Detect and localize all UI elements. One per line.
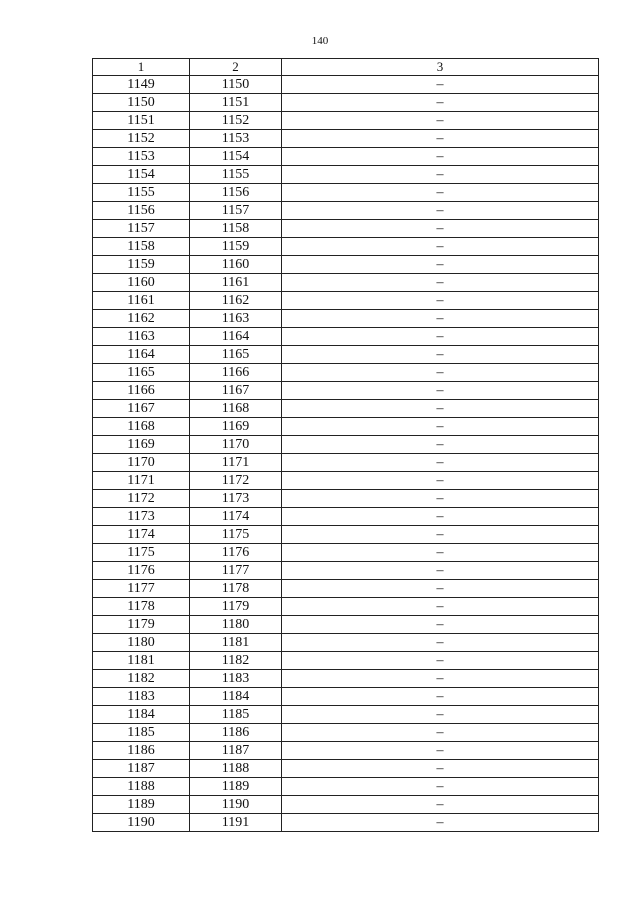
table-cell-col-3: – [282, 454, 599, 472]
table-cell-col-1: 1173 [93, 508, 190, 526]
table-cell-col-3: – [282, 634, 599, 652]
table-cell-col-1: 1189 [93, 796, 190, 814]
table-cell-col-3: – [282, 238, 599, 256]
table-row [93, 346, 599, 364]
table-cell-col-1: 1178 [93, 598, 190, 616]
table-cell-col-1: 1183 [93, 688, 190, 706]
table-row [93, 688, 599, 706]
table-cell-col-3: – [282, 418, 599, 436]
table-cell-col-2: 1174 [190, 508, 282, 526]
table-cell-col-2: 1164 [190, 328, 282, 346]
table-cell-col-1: 1186 [93, 742, 190, 760]
table-cell-col-2: 1173 [190, 490, 282, 508]
table-cell-col-3: – [282, 616, 599, 634]
table-row [93, 94, 599, 112]
table-cell-col-2: 1186 [190, 724, 282, 742]
table-row [93, 292, 599, 310]
table-cell-col-1: 1160 [93, 274, 190, 292]
table-cell-col-1: 1165 [93, 364, 190, 382]
table-cell-col-2: 1163 [190, 310, 282, 328]
table-cell-col-3: – [282, 292, 599, 310]
table-cell-col-2: 1189 [190, 778, 282, 796]
table-row [93, 382, 599, 400]
table-row [93, 796, 599, 814]
table-cell-col-1: 1150 [93, 94, 190, 112]
column-header-2: 2 [190, 59, 282, 76]
table-cell-col-3: – [282, 652, 599, 670]
table-cell-col-1: 1149 [93, 76, 190, 94]
table-cell-col-3: – [282, 544, 599, 562]
table-cell-col-3: – [282, 328, 599, 346]
table-cell-col-2: 1155 [190, 166, 282, 184]
table-cell-col-2: 1158 [190, 220, 282, 238]
table-row [93, 220, 599, 238]
table-cell-col-3: – [282, 202, 599, 220]
table-cell-col-3: – [282, 166, 599, 184]
table-cell-col-2: 1188 [190, 760, 282, 778]
table-cell-col-1: 1164 [93, 346, 190, 364]
table-row [93, 598, 599, 616]
table-cell-col-3: – [282, 778, 599, 796]
table-cell-col-3: – [282, 274, 599, 292]
table-cell-col-1: 1152 [93, 130, 190, 148]
table-row [93, 634, 599, 652]
table-cell-col-1: 1174 [93, 526, 190, 544]
table-cell-col-2: 1154 [190, 148, 282, 166]
table-cell-col-2: 1153 [190, 130, 282, 148]
table-cell-col-2: 1176 [190, 544, 282, 562]
table-cell-col-3: – [282, 94, 599, 112]
table-cell-col-1: 1169 [93, 436, 190, 454]
table-cell-col-2: 1151 [190, 94, 282, 112]
table-row [93, 616, 599, 634]
table-cell-col-1: 1190 [93, 814, 190, 832]
table-cell-col-3: – [282, 724, 599, 742]
table-row [93, 670, 599, 688]
table-cell-col-3: – [282, 742, 599, 760]
table-cell-col-1: 1158 [93, 238, 190, 256]
table-row [93, 814, 599, 832]
table-cell-col-3: – [282, 796, 599, 814]
table-header [93, 59, 599, 76]
table-cell-col-2: 1159 [190, 238, 282, 256]
table-cell-col-3: – [282, 184, 599, 202]
table-cell-col-2: 1170 [190, 436, 282, 454]
table-row [93, 454, 599, 472]
table-row [93, 148, 599, 166]
table-cell-col-1: 1185 [93, 724, 190, 742]
table-row [93, 76, 599, 94]
table-cell-col-2: 1166 [190, 364, 282, 382]
table-cell-col-2: 1175 [190, 526, 282, 544]
table-cell-col-2: 1191 [190, 814, 282, 832]
table-row [93, 184, 599, 202]
table-cell-col-3: – [282, 688, 599, 706]
table-cell-col-1: 1187 [93, 760, 190, 778]
table-body [93, 76, 599, 832]
table-cell-col-2: 1150 [190, 76, 282, 94]
table-cell-col-3: – [282, 76, 599, 94]
table-cell-col-1: 1151 [93, 112, 190, 130]
data-table [92, 58, 599, 832]
table-row [93, 472, 599, 490]
table-cell-col-3: – [282, 310, 599, 328]
table-row [93, 760, 599, 778]
table-cell-col-1: 1177 [93, 580, 190, 598]
table-cell-col-1: 1168 [93, 418, 190, 436]
table-cell-col-3: – [282, 364, 599, 382]
table-cell-col-3: – [282, 148, 599, 166]
table-cell-col-2: 1180 [190, 616, 282, 634]
table-row [93, 436, 599, 454]
table-cell-col-1: 1180 [93, 634, 190, 652]
table-cell-col-3: – [282, 670, 599, 688]
table-row [93, 256, 599, 274]
table-row [93, 490, 599, 508]
table-cell-col-2: 1178 [190, 580, 282, 598]
table-header-row [93, 59, 599, 76]
table-row [93, 130, 599, 148]
table-cell-col-1: 1176 [93, 562, 190, 580]
table-cell-col-1: 1161 [93, 292, 190, 310]
table-cell-col-2: 1185 [190, 706, 282, 724]
table-cell-col-1: 1159 [93, 256, 190, 274]
table-cell-col-1: 1163 [93, 328, 190, 346]
table-cell-col-2: 1181 [190, 634, 282, 652]
table-cell-col-2: 1168 [190, 400, 282, 418]
table-cell-col-2: 1184 [190, 688, 282, 706]
table-cell-col-3: – [282, 526, 599, 544]
table-cell-col-1: 1170 [93, 454, 190, 472]
table-cell-col-2: 1187 [190, 742, 282, 760]
table-cell-col-2: 1190 [190, 796, 282, 814]
table-cell-col-2: 1183 [190, 670, 282, 688]
table-cell-col-3: – [282, 382, 599, 400]
table-cell-col-2: 1165 [190, 346, 282, 364]
table-cell-col-1: 1157 [93, 220, 190, 238]
table-cell-col-1: 1188 [93, 778, 190, 796]
table-cell-col-1: 1182 [93, 670, 190, 688]
table-cell-col-1: 1167 [93, 400, 190, 418]
table-cell-col-2: 1177 [190, 562, 282, 580]
table-cell-col-3: – [282, 562, 599, 580]
table-cell-col-1: 1172 [93, 490, 190, 508]
table-row [93, 166, 599, 184]
table-cell-col-1: 1156 [93, 202, 190, 220]
table-cell-col-3: – [282, 706, 599, 724]
table-row [93, 544, 599, 562]
table-cell-col-3: – [282, 508, 599, 526]
table-row [93, 526, 599, 544]
table-cell-col-3: – [282, 256, 599, 274]
table-cell-col-1: 1175 [93, 544, 190, 562]
table-row [93, 112, 599, 130]
table-cell-col-3: – [282, 400, 599, 418]
table-cell-col-1: 1153 [93, 148, 190, 166]
table-cell-col-3: – [282, 220, 599, 238]
table-row [93, 580, 599, 598]
table-cell-col-3: – [282, 580, 599, 598]
table-row [93, 418, 599, 436]
table-cell-col-3: – [282, 436, 599, 454]
table-cell-col-2: 1157 [190, 202, 282, 220]
table-cell-col-2: 1179 [190, 598, 282, 616]
table-row [93, 310, 599, 328]
table-cell-col-3: – [282, 760, 599, 778]
table-row [93, 742, 599, 760]
page-number: 140 [311, 35, 329, 47]
table-cell-col-3: – [282, 598, 599, 616]
table-cell-col-2: 1152 [190, 112, 282, 130]
table-cell-col-1: 1179 [93, 616, 190, 634]
table-cell-col-3: – [282, 490, 599, 508]
table-row [93, 652, 599, 670]
table-row [93, 706, 599, 724]
table-row [93, 724, 599, 742]
table-cell-col-2: 1160 [190, 256, 282, 274]
table-cell-col-2: 1156 [190, 184, 282, 202]
table-cell-col-2: 1161 [190, 274, 282, 292]
table-cell-col-2: 1182 [190, 652, 282, 670]
table-row [93, 508, 599, 526]
table-cell-col-1: 1154 [93, 166, 190, 184]
table-cell-col-3: – [282, 130, 599, 148]
table-row [93, 400, 599, 418]
table-cell-col-3: – [282, 112, 599, 130]
table-row [93, 328, 599, 346]
table-row [93, 364, 599, 382]
table-cell-col-1: 1155 [93, 184, 190, 202]
column-header-1: 1 [93, 59, 190, 76]
table-cell-col-1: 1184 [93, 706, 190, 724]
table-row [93, 274, 599, 292]
table-row [93, 778, 599, 796]
table-cell-col-3: – [282, 346, 599, 364]
table-cell-col-3: – [282, 814, 599, 832]
table-cell-col-2: 1172 [190, 472, 282, 490]
table-row [93, 202, 599, 220]
table-cell-col-1: 1171 [93, 472, 190, 490]
table-cell-col-1: 1162 [93, 310, 190, 328]
table-row [93, 562, 599, 580]
table-cell-col-2: 1162 [190, 292, 282, 310]
table-cell-col-2: 1171 [190, 454, 282, 472]
table-cell-col-1: 1181 [93, 652, 190, 670]
table-cell-col-3: – [282, 472, 599, 490]
table-cell-col-2: 1169 [190, 418, 282, 436]
table-cell-col-1: 1166 [93, 382, 190, 400]
table-row [93, 238, 599, 256]
column-header-3: 3 [282, 59, 599, 76]
table-cell-col-2: 1167 [190, 382, 282, 400]
